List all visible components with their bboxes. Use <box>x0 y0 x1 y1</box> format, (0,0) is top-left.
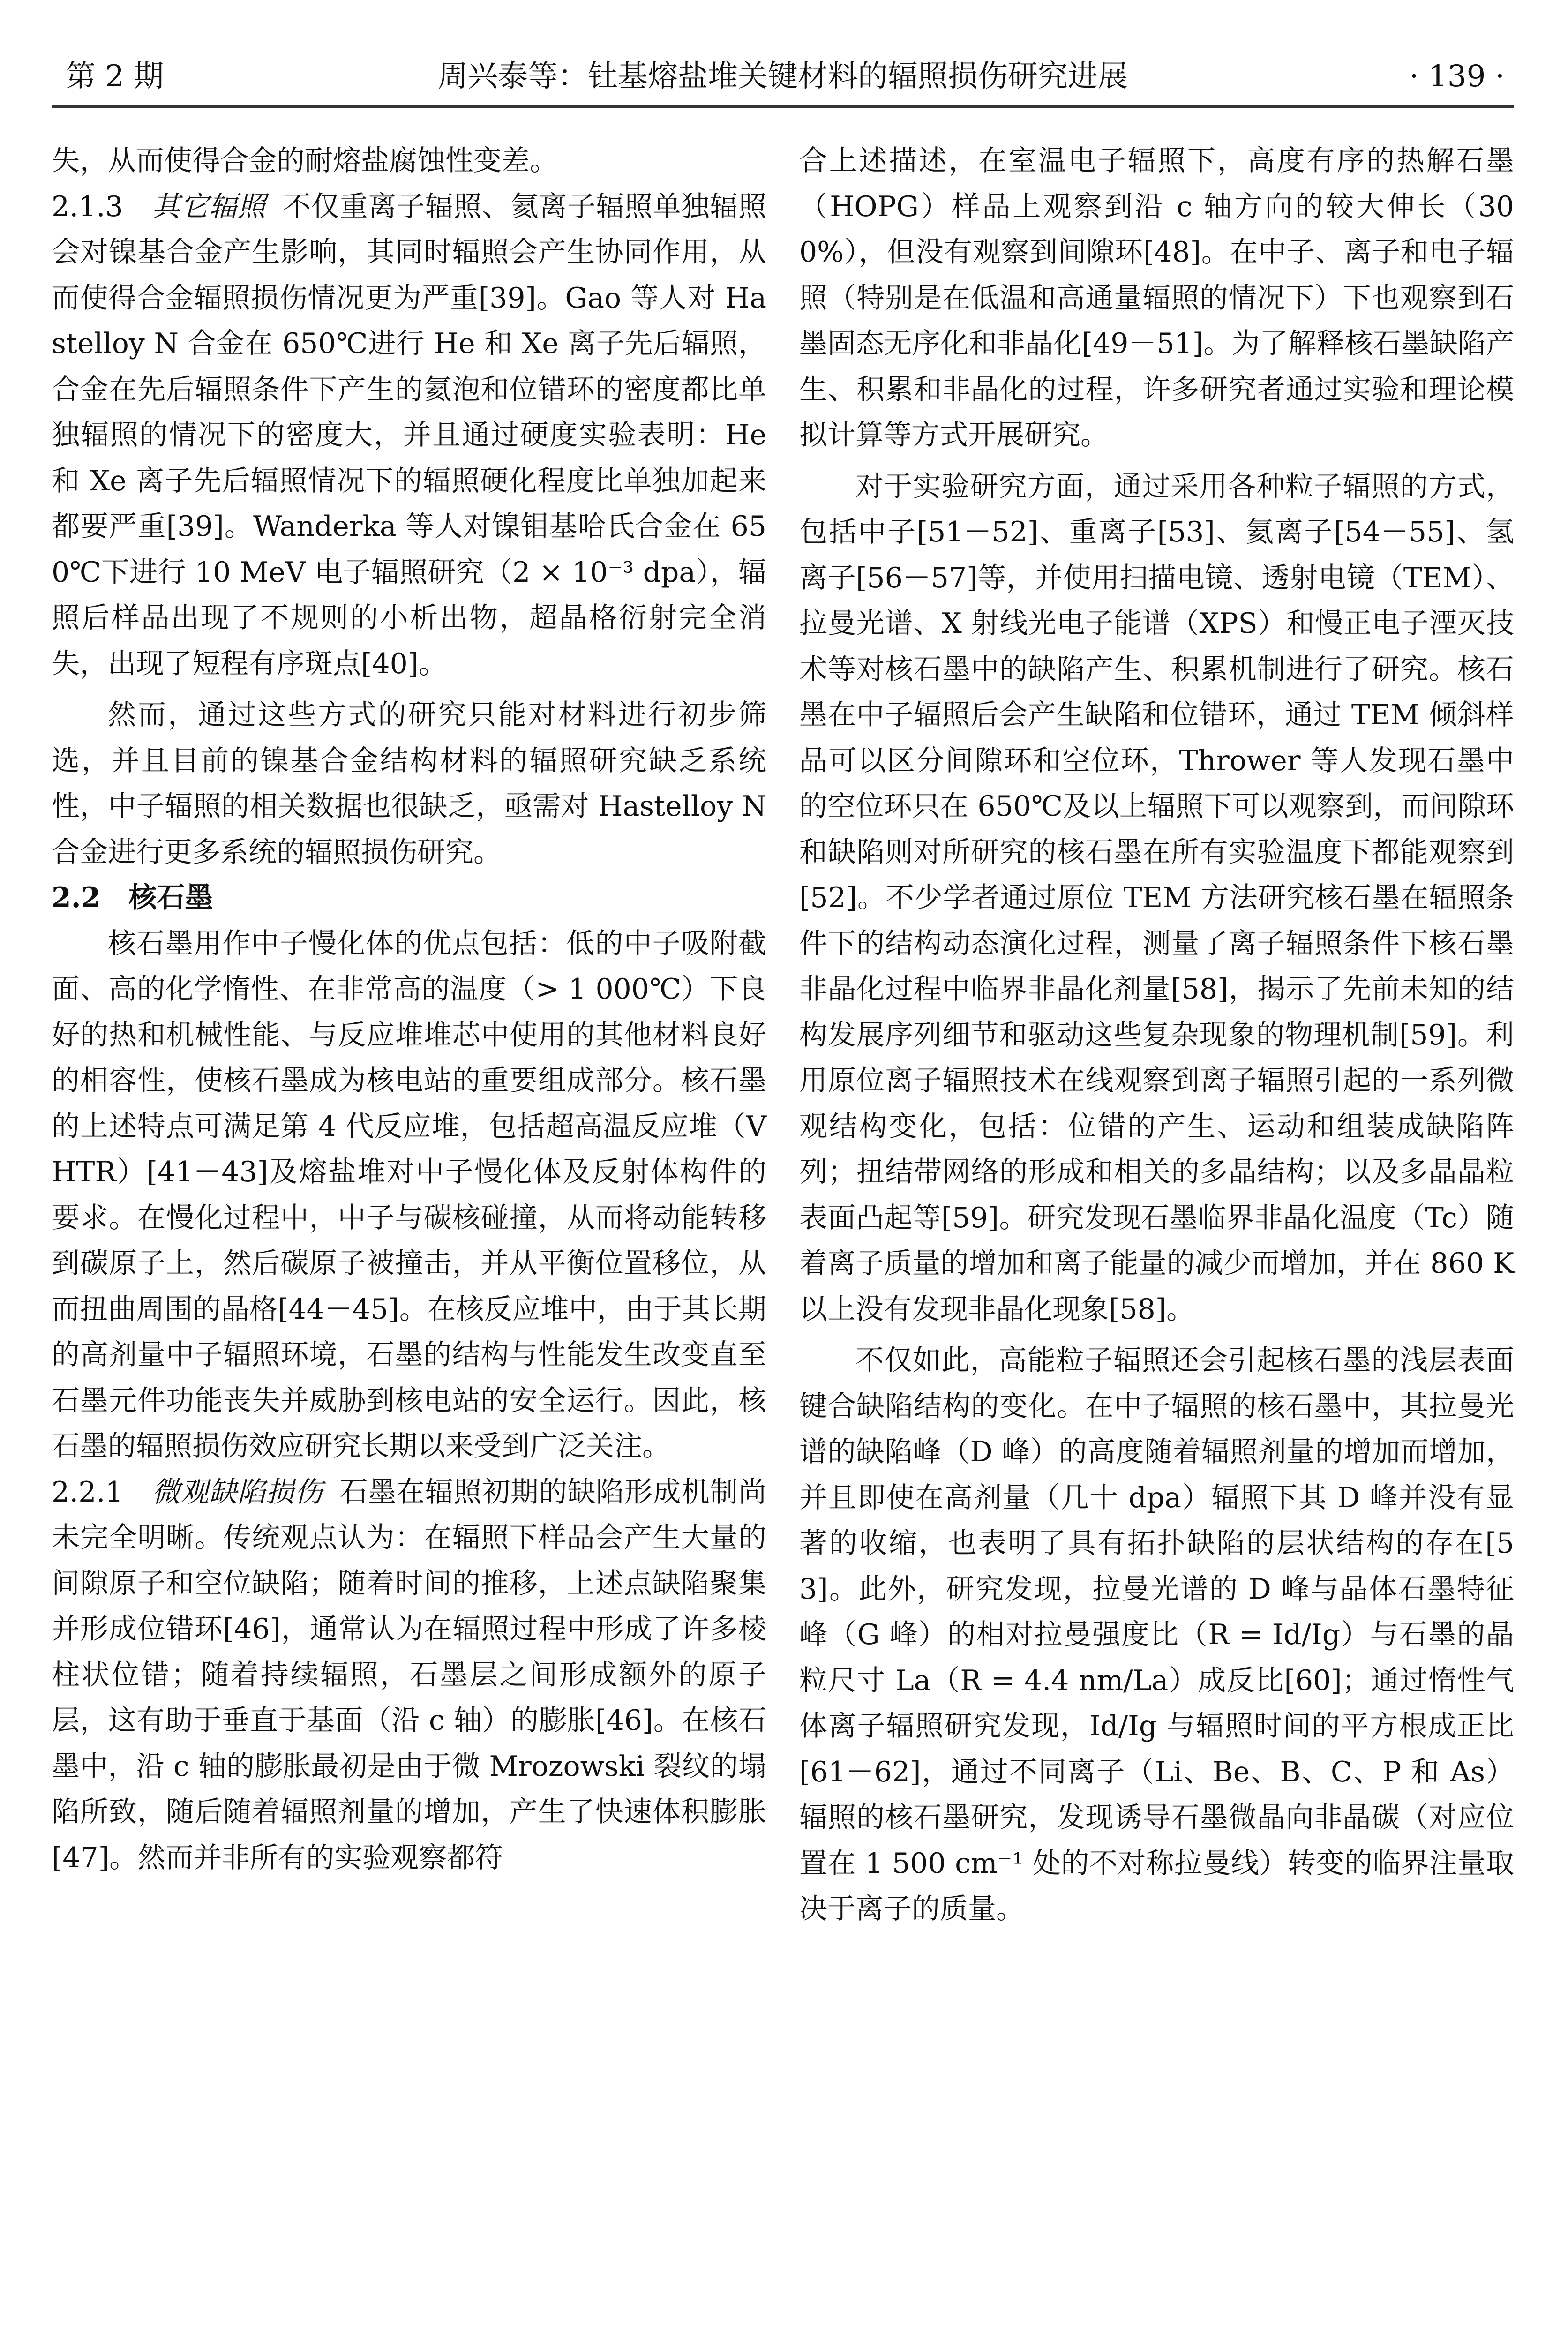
paragraph-raman-studies: 不仅如此，高能粒子辐照还会引起核石墨的浅层表面键合缺陷结构的变化。在中子辐照的核石墨中，其拉曼光谱的缺陷峰（D 峰）的高度随着辐照剂量的增加而增加，并且即使在高剂量（几十 dpa）辐照下其 D 峰并没有显著的收缩，也表明了具有拓扑缺陷的层状结构的存在[53]。此外，研究发现，拉曼光谱的 D 峰与晶体石墨特征峰（G 峰）的相对拉曼强度比（R = Id/Ig）与石墨的晶粒尺寸 La（R = 4.4 nm/La）成反比[60]；通过惰性气体离子辐照研究发现，Id/Ig 与辐照时间的平方根成正比[61－62]，通过不同离子（Li、Be、B、C、P 和 As）辐照的核石墨研究，发现诱导石墨微晶向非晶碳（对应位置在 1 500 cm⁻¹ 处的不对称拉曼线）转变的临界注量取决于离子的质量。 <box>799 1344 1514 1925</box>
paragraph-hopg: 合上述描述，在室温电子辐照下，高度有序的热解石墨（HOPG）样品上观察到沿 c 轴方向的较大伸长（300%），但没有观察到间隙环[48]。在中子、离子和电子辐照（特别是在低温和高通量辐照的情况下）下也观察到石墨固态无序化和非晶化[49－51]。为了解释核石墨缺陷产生、积累和非晶化的过程，许多研究者通过实验和理论模拟计算等方式开展研究。 <box>799 144 1514 451</box>
article-running-title: 周兴泰等：钍基熔盐堆关键材料的辐照损伤研究进展 <box>438 59 1128 94</box>
section-2-2-1-number: 2.2.1 <box>52 1475 123 1509</box>
paragraph-experimental-studies: 对于实验研究方面，通过采用各种粒子辐照的方式，包括中子[51－52]、重离子[53]、氦离子[54－55]、氢离子[56－57]等，并使用扫描电镜、透射电镜（TEM）、拉曼光谱、X 射线光电子能谱（XPS）和慢正电子湮灭技术等对核石墨中的缺陷产生、积累机制进行了研究。核石墨在中子辐照后会产生缺陷和位错环，通过 TEM 倾斜样品可以区分间隙环和空位环，Thrower 等人发现石墨中的空位环只在 650℃及以上辐照下可以观察到，而间隙环和缺陷则对所研究的核石墨在所有实验温度下都能观察到[52]。不少学者通过原位 TEM 方法研究核石墨在辐照条件下的结构动态演化过程，测量了离子辐照条件下核石墨非晶化过程中临界非晶化剂量[58]，揭示了先前未知的结构发展序列细节和驱动这些复杂现象的物理机制[59]。利用原位离子辐照技术在线观察到离子辐照引起的一系列微观结构变化，包括：位错的产生、运动和组装成缺陷阵列；扭结带网络的形成和相关的多晶结构；以及多晶晶粒表面凸起等[59]。研究发现石墨临界非晶化温度（Tc）随着离子质量的增加和离子能量的减少而增加，并在 860 K 以上没有发现非晶化现象[58]。 <box>799 470 1514 1326</box>
paragraph-hastelloy-summary: 然而，通过这些方式的研究只能对材料进行初步筛选，并且目前的镍基合金结构材料的辐照研究缺乏系统性，中子辐照的相关数据也很缺乏，亟需对 Hastelloy N 合金进行更多系统的辐照损伤研究。 <box>52 699 766 869</box>
section-2-1-3 <box>52 184 766 687</box>
section-2-2-1 <box>52 1470 766 1881</box>
left-column <box>52 138 766 1932</box>
section-2-1-3-number: 2.1.3 <box>52 190 123 223</box>
page-number: · 139 · <box>1409 59 1505 94</box>
issue-number: 第 2 期 <box>66 59 164 94</box>
section-2-2-1-title: 微观缺陷损伤 <box>152 1475 323 1509</box>
section-2-1-3-title: 其它辐照 <box>152 190 266 223</box>
paragraph-graphite-advantages: 核石墨用作中子慢化体的优点包括：低的中子吸附截面、高的化学惰性、在非常高的温度（> 1 000℃）下良好的热和机械性能、与反应堆堆芯中使用的其他材料良好的相容性，使核石墨成为核电站的重要组成部分。核石墨的上述特点可满足第 4 代反应堆，包括超高温反应堆（VHTR）[41－43]及熔盐堆对中子慢化体及反射体构件的要求。在慢化过程中，中子与碳核碰撞，从而将动能转移到碳原子上，然后碳原子被撞击，并从平衡位置移位，从而扭曲周围的晶格[44－45]。在核反应堆中，由于其长期的高剂量中子辐照环境，石墨的结构与性能发生改变直至石墨元件功能丧失并威胁到核电站的安全运行。因此，核石墨的辐照损伤效应研究长期以来受到广泛关注。 <box>52 927 766 1463</box>
two-column-body <box>52 138 1514 1932</box>
paragraph-continued: 失，从而使得合金的耐熔盐腐蚀性变差。 <box>52 144 558 177</box>
section-2-2-heading: 2.2 核石墨 <box>52 881 213 914</box>
running-header <box>52 54 1514 108</box>
section-2-2-1-text: 石墨在辐照初期的缺陷形成机制尚未完全明晰。传统观点认为：在辐照下样品会产生大量的间隙原子和空位缺陷；随着时间的推移，上述点缺陷聚集并形成位错环[46]，通常认为在辐照过程中形成了许多棱柱状位错；随着持续辐照，石墨层之间形成额外的原子层，这有助于垂直于基面（沿 c 轴）的膨胀[46]。在核石墨中，沿 c 轴的膨胀最初是由于微 Mrozowski 裂纹的塌陷所致，随后随着辐照剂量的增加，产生了快速体积膨胀[47]。然而并非所有的实验观察都符 <box>52 1475 766 1874</box>
section-2-1-3-text: 不仅重离子辐照、氦离子辐照单独辐照会对镍基合金产生影响，其同时辐照会产生协同作用，从而使得合金辐照损伤情况更为严重[39]。Gao 等人对 Hastelloy N 合金在 650℃进行 He 和 Xe 离子先后辐照，合金在先后辐照条件下产生的氦泡和位错环的密度都比单独辐照的情况下的密度大，并且通过硬度实验表明：He 和 Xe 离子先后辐照情况下的辐照硬化程度比单独加起来都要严重[39]。Wanderka 等人对镍钼基哈氏合金在 650℃下进行 10 MeV 电子辐照研究（2 × 10⁻³ dpa），辐照后样品出现了不规则的小析出物，超晶格衍射完全消失，出现了短程有序斑点[40]。 <box>52 190 766 680</box>
right-column <box>799 138 1514 1932</box>
